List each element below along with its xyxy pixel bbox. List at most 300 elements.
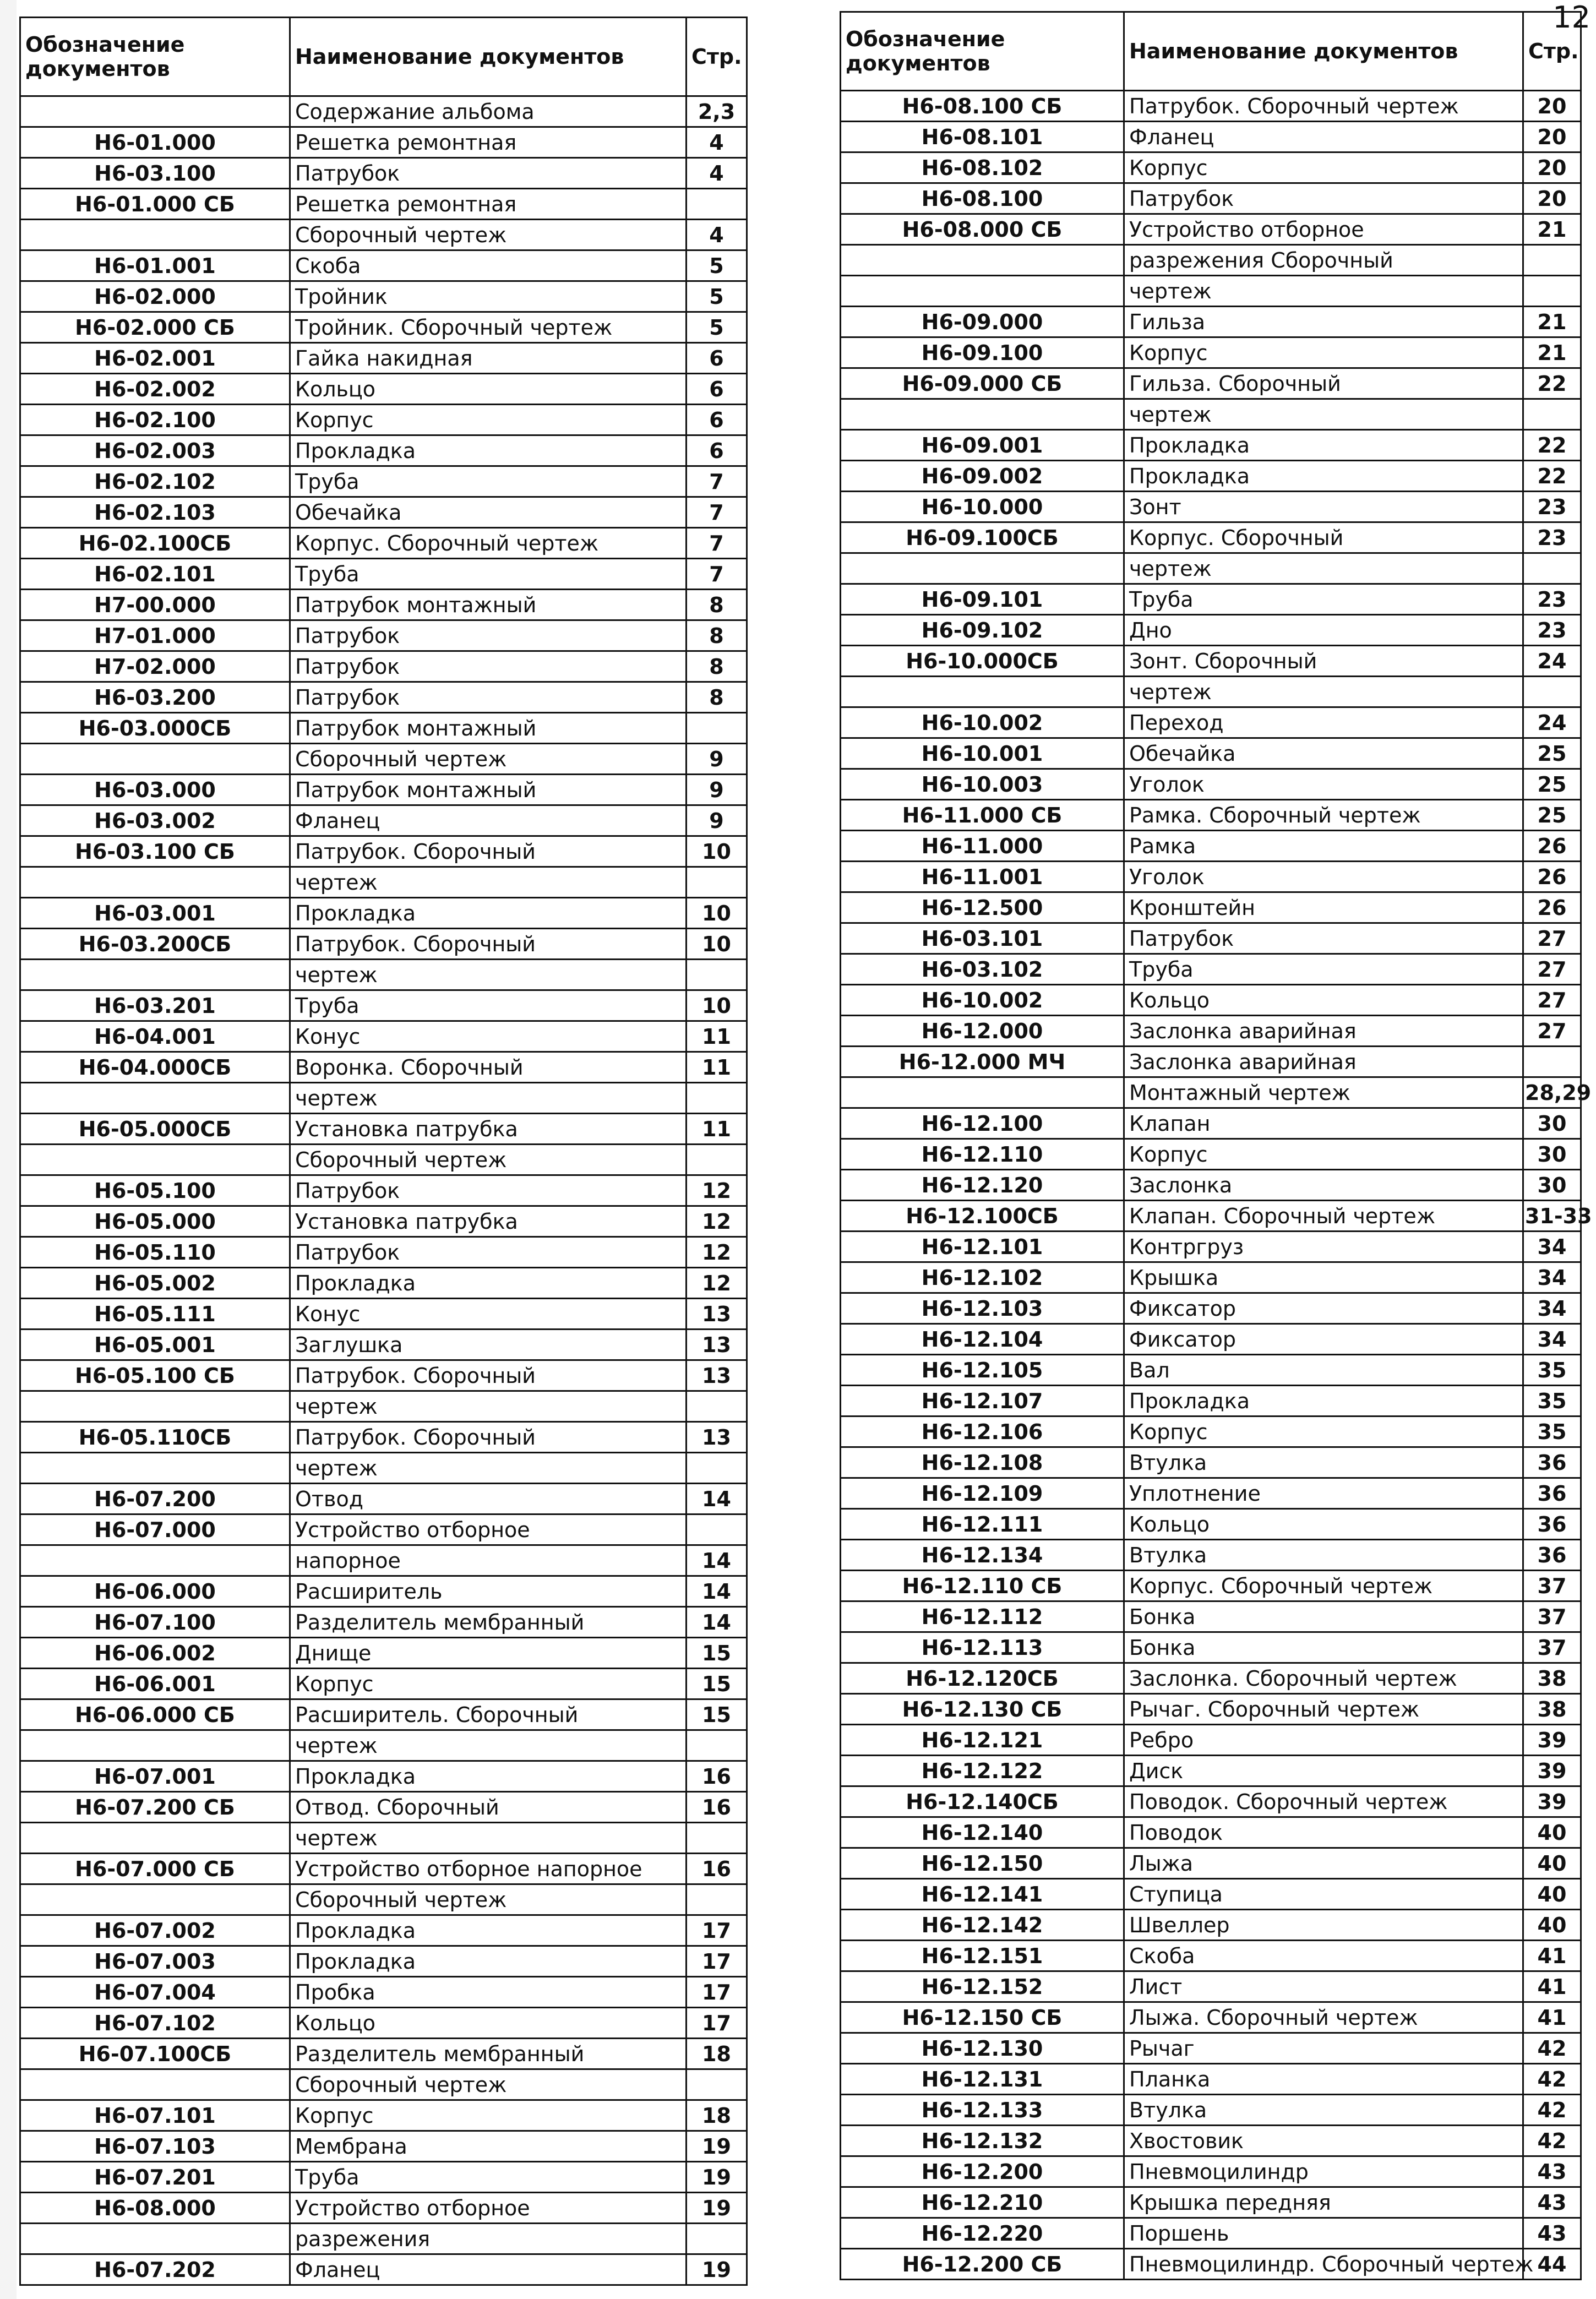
table-row xyxy=(841,1386,1581,1417)
page-ref: 6 xyxy=(687,343,747,374)
page-ref xyxy=(687,1884,747,1915)
document-name: Прокладка xyxy=(290,435,687,466)
document-code: Н6-07.001 xyxy=(20,1761,290,1792)
document-code: Н6-02.003 xyxy=(20,435,290,466)
document-code: Н6-03.100 СБ xyxy=(20,836,290,867)
document-name: Патрубок xyxy=(290,1175,687,1206)
table-row xyxy=(20,250,747,281)
document-name: чертеж xyxy=(1124,276,1523,307)
page-ref xyxy=(687,1730,747,1761)
table-row xyxy=(841,892,1581,923)
page-ref: 16 xyxy=(687,1854,747,1884)
page-ref: 16 xyxy=(687,1792,747,1823)
document-name: чертеж xyxy=(290,1730,687,1761)
table-row xyxy=(20,1114,747,1145)
document-code: Н6-07.201 xyxy=(20,2162,290,2193)
table-row xyxy=(20,1206,747,1237)
document-name: Заслонка xyxy=(1124,1170,1523,1201)
document-code: Н6-12.102 xyxy=(841,1262,1124,1293)
document-name: Фланец xyxy=(1124,122,1523,152)
table-row xyxy=(841,1786,1581,1817)
document-code: Н6-12.151 xyxy=(841,1941,1124,1971)
document-code: Н6-05.100 xyxy=(20,1175,290,1206)
document-name: Кольцо xyxy=(290,374,687,405)
table-row xyxy=(20,559,747,590)
page-ref: 34 xyxy=(1523,1232,1581,1262)
document-name: Патрубок. Сборочный xyxy=(290,1422,687,1453)
page-ref: 26 xyxy=(1523,892,1581,923)
page-ref: 8 xyxy=(687,590,747,620)
table-row xyxy=(20,990,747,1021)
table-row xyxy=(20,1761,747,1792)
document-name: чертеж xyxy=(290,1391,687,1422)
table-row xyxy=(841,1817,1581,1848)
document-code: Н6-12.132 xyxy=(841,2126,1124,2156)
document-name: Устройство отборное напорное xyxy=(290,1854,687,1884)
document-code: Н6-03.000 xyxy=(20,775,290,805)
document-code: Н6-12.200 xyxy=(841,2156,1124,2187)
document-name: Обечайка xyxy=(290,497,687,528)
document-name: Заслонка. Сборочный чертеж xyxy=(1124,1663,1523,1694)
page-ref: 7 xyxy=(687,528,747,559)
page-ref: 35 xyxy=(1523,1355,1581,1386)
document-code: Н6-12.108 xyxy=(841,1447,1124,1478)
table-row xyxy=(20,1422,747,1453)
page-ref: 27 xyxy=(1523,985,1581,1016)
page-ref: 10 xyxy=(687,929,747,960)
document-code: Н6-12.210 xyxy=(841,2187,1124,2218)
page-ref: 43 xyxy=(1523,2156,1581,2187)
table-row xyxy=(841,985,1581,1016)
table-row xyxy=(841,1139,1581,1170)
document-name: Лист xyxy=(1124,1971,1523,2002)
table-row xyxy=(841,584,1581,615)
document-code: Н6-12.150 СБ xyxy=(841,2002,1124,2033)
document-code: Н6-08.100 СБ xyxy=(841,91,1124,122)
page-ref: 35 xyxy=(1523,1417,1581,1447)
document-name: Хвостовик xyxy=(1124,2126,1523,2156)
table-row xyxy=(20,1360,747,1391)
page-ref: 42 xyxy=(1523,2095,1581,2126)
document-name: Лыжа xyxy=(1124,1848,1523,1879)
document-name: Устройство отборное xyxy=(1124,214,1523,245)
page-ref: 8 xyxy=(687,620,747,651)
table-row xyxy=(20,2224,747,2254)
page-ref: 27 xyxy=(1523,923,1581,954)
table-row xyxy=(841,1540,1581,1571)
document-code xyxy=(20,1083,290,1114)
table-row xyxy=(20,620,747,651)
document-code: Н6-07.002 xyxy=(20,1915,290,1946)
page-ref: 13 xyxy=(687,1422,747,1453)
document-name: Патрубок монтажный xyxy=(290,775,687,805)
table-row xyxy=(20,590,747,620)
document-code: Н6-10.001 xyxy=(841,738,1124,769)
page-ref: 5 xyxy=(687,250,747,281)
document-code: Н6-12.134 xyxy=(841,1540,1124,1571)
document-code: Н6-08.000 xyxy=(20,2193,290,2224)
document-name: Отвод xyxy=(290,1484,687,1514)
document-code xyxy=(20,1545,290,1576)
table-row xyxy=(20,1638,747,1669)
table-row xyxy=(841,1170,1581,1201)
page-ref: 15 xyxy=(687,1669,747,1699)
table-row xyxy=(20,2039,747,2069)
page-ref: 39 xyxy=(1523,1725,1581,1756)
table-row xyxy=(841,1262,1581,1293)
table-row xyxy=(20,1576,747,1607)
page-ref: 5 xyxy=(687,281,747,312)
document-name: Сборочный чертеж xyxy=(290,1884,687,1915)
page-ref: 42 xyxy=(1523,2126,1581,2156)
document-name: Рамка xyxy=(1124,831,1523,862)
document-code: Н6-09.100СБ xyxy=(841,522,1124,553)
page-ref xyxy=(687,189,747,220)
document-name: Уголок xyxy=(1124,769,1523,800)
table-row xyxy=(20,1884,747,1915)
page-ref: 38 xyxy=(1523,1663,1581,1694)
document-code: Н6-10.003 xyxy=(841,769,1124,800)
document-name: Рамка. Сборочный чертеж xyxy=(1124,800,1523,831)
page-ref xyxy=(687,1453,747,1484)
table-row xyxy=(841,800,1581,831)
table-row xyxy=(841,214,1581,245)
document-code: Н6-03.102 xyxy=(841,954,1124,985)
document-code: Н6-11.000 СБ xyxy=(841,800,1124,831)
document-name: Корпус xyxy=(1124,1417,1523,1447)
table-row xyxy=(20,96,747,127)
document-name: Прокладка xyxy=(290,1915,687,1946)
document-code: Н6-12.110 xyxy=(841,1139,1124,1170)
document-name: напорное xyxy=(290,1545,687,1576)
document-code: Н6-12.150 xyxy=(841,1848,1124,1879)
table-row xyxy=(841,430,1581,461)
document-code: Н6-02.100СБ xyxy=(20,528,290,559)
table-row xyxy=(20,1730,747,1761)
document-code: Н6-04.000СБ xyxy=(20,1052,290,1083)
table-row xyxy=(20,466,747,497)
table-row xyxy=(841,1232,1581,1262)
table-row xyxy=(841,337,1581,368)
page-ref: 26 xyxy=(1523,862,1581,892)
page-ref: 4 xyxy=(687,158,747,189)
document-code: Н6-04.001 xyxy=(20,1021,290,1052)
table-row xyxy=(20,1083,747,1114)
document-name: Труба xyxy=(1124,584,1523,615)
document-name: Прокладка xyxy=(1124,430,1523,461)
document-code: Н6-02.000 xyxy=(20,281,290,312)
page-ref: 25 xyxy=(1523,738,1581,769)
document-name: Корпус xyxy=(290,2100,687,2131)
page-ref: 37 xyxy=(1523,1571,1581,1601)
document-code: Н6-09.000 xyxy=(841,307,1124,337)
table-row xyxy=(841,2249,1581,2280)
page-ref: 36 xyxy=(1523,1509,1581,1540)
table-row xyxy=(20,713,747,744)
page-ref: 19 xyxy=(687,2131,747,2162)
table-row xyxy=(841,1447,1581,1478)
table-row xyxy=(841,1694,1581,1725)
table-row xyxy=(20,1237,747,1268)
document-name: Конус xyxy=(290,1021,687,1052)
page-ref: 6 xyxy=(687,405,747,435)
table-row xyxy=(20,775,747,805)
document-name: Монтажный чертеж xyxy=(1124,1077,1523,1108)
table-row xyxy=(20,836,747,867)
table-row xyxy=(20,127,747,158)
page-ref: 19 xyxy=(687,2193,747,2224)
header-code: Обозначение документов xyxy=(20,18,290,96)
table-row xyxy=(841,1047,1581,1077)
document-code: Н6-12.113 xyxy=(841,1632,1124,1663)
page-ref: 36 xyxy=(1523,1447,1581,1478)
table-row xyxy=(841,831,1581,862)
page-ref: 11 xyxy=(687,1114,747,1145)
document-name: чертеж xyxy=(290,867,687,898)
document-name: Зонт xyxy=(1124,492,1523,522)
page-ref: 12 xyxy=(687,1175,747,1206)
table-row xyxy=(841,1725,1581,1756)
table-row xyxy=(20,1607,747,1638)
page-ref xyxy=(1523,677,1581,707)
document-name: Планка xyxy=(1124,2064,1523,2095)
page-ref xyxy=(1523,553,1581,584)
document-name: чертеж xyxy=(1124,399,1523,430)
page-ref: 7 xyxy=(687,466,747,497)
document-code: Н6-10.002 xyxy=(841,985,1124,1016)
page-ref: 43 xyxy=(1523,2187,1581,2218)
page-ref: 37 xyxy=(1523,1601,1581,1632)
document-name: Рычаг. Сборочный чертеж xyxy=(1124,1694,1523,1725)
page-ref xyxy=(687,867,747,898)
page-ref: 7 xyxy=(687,559,747,590)
document-name: Патрубок монтажный xyxy=(290,590,687,620)
table-row xyxy=(841,522,1581,553)
table-row xyxy=(20,1545,747,1576)
document-name: Решетка ремонтная xyxy=(290,189,687,220)
document-name: Корпус xyxy=(1124,152,1523,183)
table-row xyxy=(841,1632,1581,1663)
document-code: Н6-01.001 xyxy=(20,250,290,281)
document-name: Патрубок xyxy=(290,1237,687,1268)
table-row xyxy=(841,368,1581,399)
document-code: Н6-03.101 xyxy=(841,923,1124,954)
header-code: Обозначение документов xyxy=(841,12,1124,91)
document-code xyxy=(841,553,1124,584)
document-code: Н6-09.001 xyxy=(841,430,1124,461)
table-row xyxy=(841,1971,1581,2002)
page-ref xyxy=(687,1391,747,1422)
table-row xyxy=(841,1201,1581,1232)
document-name: Патрубок xyxy=(290,620,687,651)
document-name: Корпус xyxy=(1124,1139,1523,1170)
document-code: Н6-12.142 xyxy=(841,1910,1124,1941)
table-row xyxy=(20,1175,747,1206)
document-name: Прокладка xyxy=(290,898,687,929)
page-ref: 28,29 xyxy=(1523,1077,1581,1108)
document-name: чертеж xyxy=(1124,677,1523,707)
document-name: Труба xyxy=(1124,954,1523,985)
page-ref: 27 xyxy=(1523,1016,1581,1047)
document-name: Разделитель мембранный xyxy=(290,2039,687,2069)
document-code: Н7-01.000 xyxy=(20,620,290,651)
document-name: Клапан xyxy=(1124,1108,1523,1139)
document-name: Патрубок xyxy=(1124,183,1523,214)
table-row xyxy=(20,2193,747,2224)
table-row xyxy=(841,1293,1581,1324)
table-row xyxy=(841,707,1581,738)
document-name: Воронка. Сборочный xyxy=(290,1052,687,1083)
document-name: Патрубок. Сборочный xyxy=(290,836,687,867)
document-name: Установка патрубка xyxy=(290,1206,687,1237)
sheet-edge xyxy=(0,0,17,2299)
document-name: Труба xyxy=(290,2162,687,2193)
table-row xyxy=(841,122,1581,152)
document-name: Пробка xyxy=(290,1977,687,2008)
document-name: Установка патрубка xyxy=(290,1114,687,1145)
page-ref xyxy=(1523,245,1581,276)
document-code: Н6-11.000 xyxy=(841,831,1124,862)
document-code: Н6-01.000 xyxy=(20,127,290,158)
header-page: Стр. xyxy=(687,18,747,96)
table-row xyxy=(841,2095,1581,2126)
page-ref: 20 xyxy=(1523,122,1581,152)
document-code: Н6-10.002 xyxy=(841,707,1124,738)
page-ref: 21 xyxy=(1523,307,1581,337)
page-ref: 24 xyxy=(1523,707,1581,738)
page-ref: 21 xyxy=(1523,214,1581,245)
document-code: Н6-12.109 xyxy=(841,1478,1124,1509)
table-row xyxy=(841,1016,1581,1047)
document-name: Патрубок xyxy=(290,682,687,713)
document-code: Н6-12.106 xyxy=(841,1417,1124,1447)
table-row xyxy=(20,1823,747,1854)
document-name: Заглушка xyxy=(290,1330,687,1360)
document-name: Труба xyxy=(290,466,687,497)
document-name: Зонт. Сборочный xyxy=(1124,646,1523,677)
page-ref: 25 xyxy=(1523,800,1581,831)
document-name: Крышка передняя xyxy=(1124,2187,1523,2218)
document-name: Корпус xyxy=(290,405,687,435)
table-row xyxy=(20,898,747,929)
page-ref: 11 xyxy=(687,1021,747,1052)
table-row xyxy=(841,1355,1581,1386)
page-ref: 6 xyxy=(687,374,747,405)
table-row xyxy=(20,343,747,374)
table-row xyxy=(841,1663,1581,1694)
document-name: Заслонка аварийная xyxy=(1124,1047,1523,1077)
document-name: Обечайка xyxy=(1124,738,1523,769)
page-ref: 10 xyxy=(687,836,747,867)
page-ref: 8 xyxy=(687,651,747,682)
table-row xyxy=(20,1453,747,1484)
page-ref: 39 xyxy=(1523,1786,1581,1817)
document-code: Н6-05.111 xyxy=(20,1299,290,1330)
page-ref: 38 xyxy=(1523,1694,1581,1725)
page-ref: 9 xyxy=(687,805,747,836)
document-code xyxy=(20,744,290,775)
document-name: Уголок xyxy=(1124,862,1523,892)
page-ref: 42 xyxy=(1523,2064,1581,2095)
document-code: Н6-05.001 xyxy=(20,1330,290,1360)
document-code: Н6-08.000 СБ xyxy=(841,214,1124,245)
page-ref xyxy=(1523,399,1581,430)
document-code: Н6-12.131 xyxy=(841,2064,1124,2095)
document-name: Фланец xyxy=(290,805,687,836)
page-ref: 19 xyxy=(687,2254,747,2285)
document-name: Корпус. Сборочный чертеж xyxy=(290,528,687,559)
page-ref: 30 xyxy=(1523,1170,1581,1201)
document-code: Н6-07.200 СБ xyxy=(20,1792,290,1823)
document-name: Втулка xyxy=(1124,1540,1523,1571)
document-name: Корпус. Сборочный чертеж xyxy=(1124,1571,1523,1601)
document-code: Н6-12.122 xyxy=(841,1756,1124,1786)
table-row xyxy=(20,374,747,405)
document-name: Кольцо xyxy=(1124,985,1523,1016)
document-name: Гильза xyxy=(1124,307,1523,337)
document-name: Прокладка xyxy=(1124,461,1523,492)
document-name: Содержание альбома xyxy=(290,96,687,127)
page-ref: 5 xyxy=(687,312,747,343)
document-code: Н6-10.000СБ xyxy=(841,646,1124,677)
document-name: Поводок xyxy=(1124,1817,1523,1848)
document-name: Корпус. Сборочный xyxy=(1124,522,1523,553)
document-code: Н6-02.000 СБ xyxy=(20,312,290,343)
document-code: Н6-12.200 СБ xyxy=(841,2249,1124,2280)
document-code: Н6-02.103 xyxy=(20,497,290,528)
document-name: Втулка xyxy=(1124,2095,1523,2126)
document-code xyxy=(20,867,290,898)
document-code: Н6-12.101 xyxy=(841,1232,1124,1262)
document-code xyxy=(20,1730,290,1761)
page-ref: 17 xyxy=(687,1915,747,1946)
table-row xyxy=(841,492,1581,522)
table-row xyxy=(20,1484,747,1514)
document-code: Н7-00.000 xyxy=(20,590,290,620)
page-ref: 18 xyxy=(687,2100,747,2131)
document-code xyxy=(841,1077,1124,1108)
table-row xyxy=(20,1915,747,1946)
document-code: Н6-05.002 xyxy=(20,1268,290,1299)
document-code: Н6-02.101 xyxy=(20,559,290,590)
document-code: Н6-07.100СБ xyxy=(20,2039,290,2069)
document-code: Н6-12.130 СБ xyxy=(841,1694,1124,1725)
document-code: Н6-03.200СБ xyxy=(20,929,290,960)
document-name: Бонка xyxy=(1124,1601,1523,1632)
page-ref: 6 xyxy=(687,435,747,466)
table-row xyxy=(841,2156,1581,2187)
document-code: Н6-12.000 xyxy=(841,1016,1124,1047)
document-name: Тройник. Сборочный чертеж xyxy=(290,312,687,343)
document-code xyxy=(20,960,290,990)
table-row xyxy=(20,960,747,990)
page-ref: 23 xyxy=(1523,584,1581,615)
document-code: Н6-03.200 xyxy=(20,682,290,713)
document-name: Сборочный чертеж xyxy=(290,220,687,250)
header-name: Наименование документов xyxy=(1124,12,1523,91)
document-name: Поводок. Сборочный чертеж xyxy=(1124,1786,1523,1817)
table-row xyxy=(20,867,747,898)
page-ref xyxy=(687,2069,747,2100)
document-code: Н6-06.000 СБ xyxy=(20,1699,290,1730)
document-name: Кронштейн xyxy=(1124,892,1523,923)
table-row xyxy=(841,1509,1581,1540)
document-name: Ступица xyxy=(1124,1879,1523,1910)
document-name: разрежения Сборочный xyxy=(1124,245,1523,276)
page-ref: 20 xyxy=(1523,91,1581,122)
document-code: Н6-12.120СБ xyxy=(841,1663,1124,1694)
table-row xyxy=(20,2069,747,2100)
